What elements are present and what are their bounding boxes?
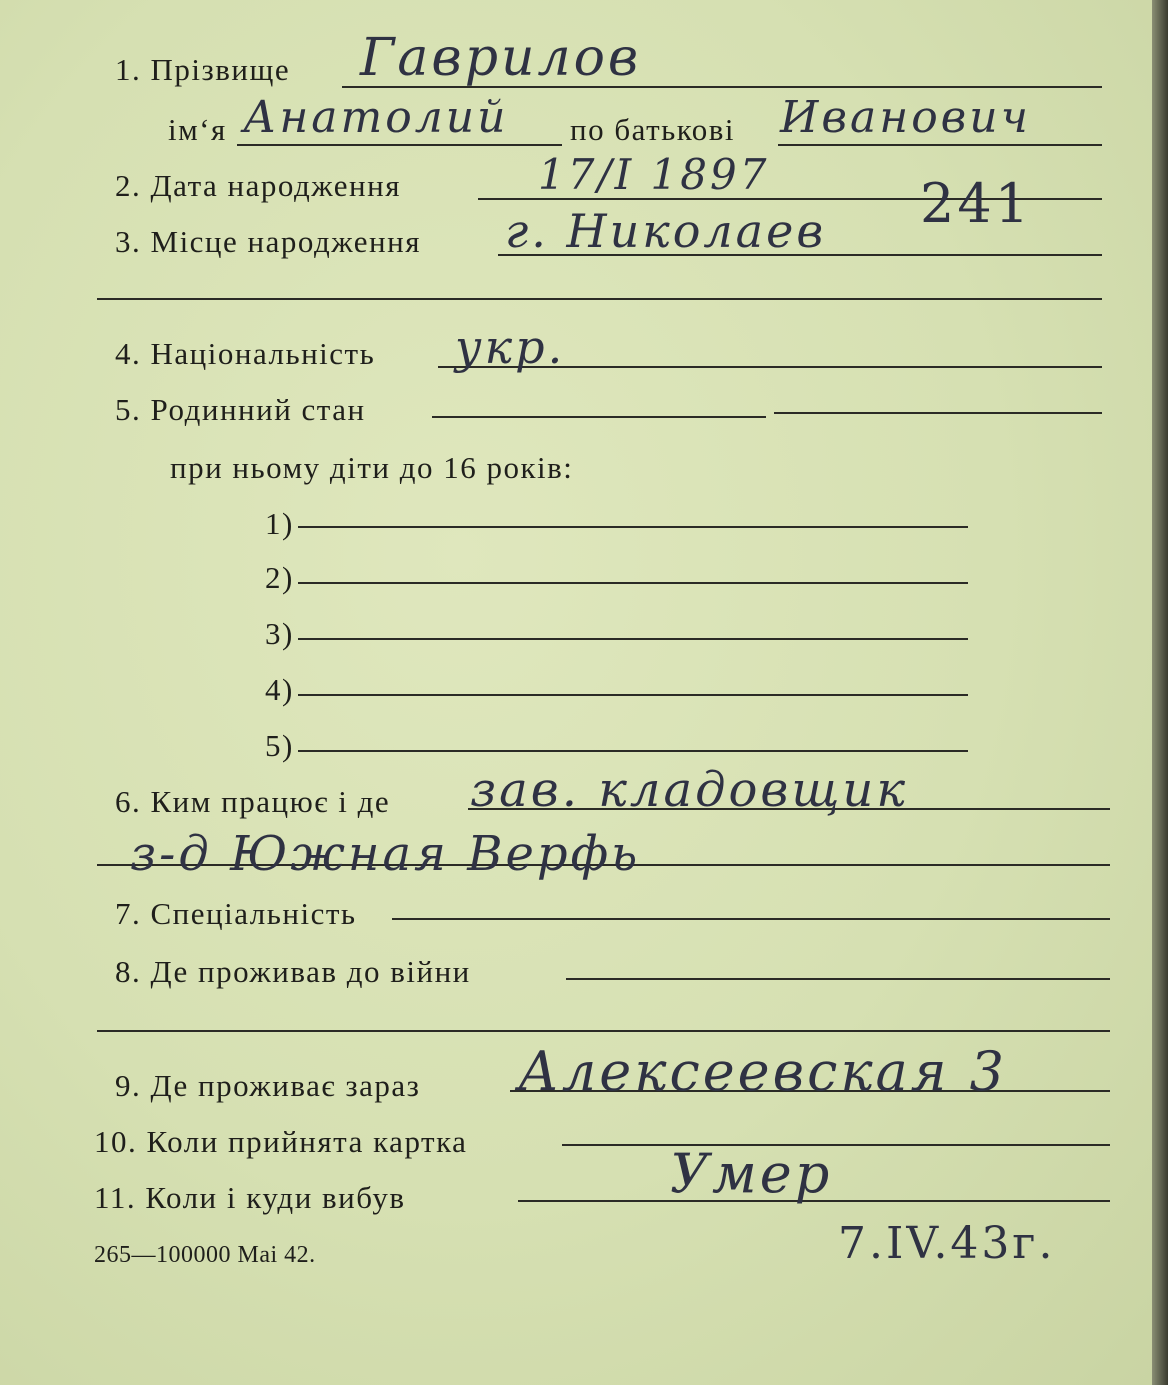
- card-accepted-line: [562, 1144, 1110, 1146]
- birthplace-label: 3. Місце народження: [115, 224, 421, 259]
- prewar-address-label: 8. Де проживав до війни: [115, 954, 471, 989]
- birth-date-value: 17/I 1897: [538, 150, 770, 199]
- surname-label: 1. Прізвище: [115, 52, 291, 87]
- child-5-line: [298, 750, 968, 752]
- prewar-address-line-2: [97, 1030, 1110, 1032]
- departure-value: Умер: [670, 1142, 833, 1205]
- departure-date: 7.IV.43г.: [838, 1218, 1056, 1269]
- children-label: при ньому діти до 16 років:: [170, 450, 574, 485]
- print-code: 265—100000 Маі 42.: [94, 1242, 316, 1268]
- patronymic-label: по батькові: [570, 112, 735, 147]
- child-5-label: 5): [265, 728, 294, 763]
- first-name-line: [237, 144, 562, 146]
- child-1-line: [298, 526, 968, 528]
- work-value-2: з-д Южная Верфь: [130, 826, 641, 882]
- specialty-label: 7. Спеціальність: [115, 896, 357, 931]
- marital-status-line-1: [432, 416, 766, 418]
- prewar-address-line-1: [566, 978, 1110, 980]
- nationality-value: укр.: [455, 320, 566, 374]
- specialty-line: [392, 918, 1110, 920]
- child-2-label: 2): [265, 560, 294, 595]
- departure-label: 11. Коли і куди вибув: [94, 1180, 406, 1215]
- surname-value: Гаврилов: [360, 28, 642, 88]
- first-name-label: ім‘я: [168, 112, 227, 147]
- current-address-label: 9. Де проживає зараз: [115, 1068, 421, 1103]
- marital-status-label: 5. Родинний стан: [115, 392, 366, 427]
- nationality-label: 4. Національність: [115, 336, 376, 371]
- birthplace-line-2: [97, 298, 1102, 300]
- child-4-label: 4): [265, 672, 294, 707]
- card-accepted-label: 10. Коли прийнята картка: [94, 1124, 468, 1159]
- paper-edge-shadow: [1152, 0, 1168, 1385]
- birthplace-value: г. Николаев: [505, 204, 827, 258]
- child-3-label: 3): [265, 616, 294, 651]
- current-address-value: Алексеевская 3: [518, 1040, 1008, 1103]
- child-4-line: [298, 694, 968, 696]
- first-name-value: Анатолий: [243, 92, 509, 143]
- patronymic-line: [778, 144, 1102, 146]
- work-value-1: зав. кладовщик: [470, 762, 908, 818]
- record-number: 241: [920, 172, 1033, 235]
- birth-date-label: 2. Дата народження: [115, 168, 401, 203]
- child-1-label: 1): [265, 506, 294, 541]
- child-3-line: [298, 638, 968, 640]
- child-2-line: [298, 582, 968, 584]
- marital-status-line-2: [774, 412, 1102, 414]
- work-label: 6. Ким працює і де: [115, 784, 391, 819]
- patronymic-value: Иванович: [780, 92, 1032, 143]
